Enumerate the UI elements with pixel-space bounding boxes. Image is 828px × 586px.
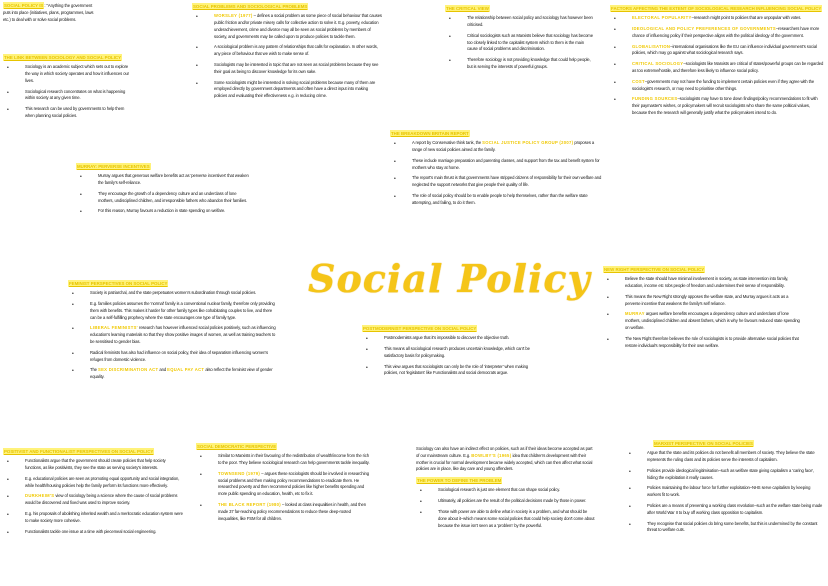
page-title: Social Policy bbox=[308, 256, 591, 301]
item-text: The bbox=[90, 367, 98, 373]
item-text: – defines a social problem as some piece of social behaviour that causes public friction and/or private misery calls for collective action to solve it. E.g. poverty, education underachievement, crime and divorce may all be seen as social problems by members of society, and governments may be called upon to produce policies to tackle them. bbox=[214, 13, 382, 39]
item-text: Sociology can also have an indirect effect on policies, such as if their ideas become accepted as part of our mainstream culture. E.g. bbox=[416, 446, 593, 458]
indirect-paragraph bbox=[416, 446, 596, 473]
list-item: • Postmodernists argue that it's impossible to discover the objective truth. bbox=[362, 335, 542, 342]
indirect-section bbox=[416, 446, 596, 533]
murray-section bbox=[76, 163, 251, 219]
item-text: –governments may not have the funding to implement certain policies even if they agree with the sociologist's research, or may need to prioritise other things. bbox=[632, 78, 815, 91]
list-item bbox=[196, 502, 371, 522]
item-text: – looked at class inequalities in health, and then made 37 far-reaching policy recommendations to reduce these deep-rooted inequalities, like FSM for all children. bbox=[218, 501, 366, 521]
list-item: • This view argues that sociologists can only be the role of 'interpreter' when making policies, not 'legislators' like Functionalists and social democrats argue. bbox=[362, 364, 542, 378]
list-item: • This research can be used by governments to help them when planning social policies. bbox=[3, 106, 133, 120]
key-term: CRITICAL SOCIOLOGY bbox=[632, 61, 684, 67]
item-text: –research might point to policies that are unpopular with votes. bbox=[691, 15, 802, 21]
definition-term: SOCIAL POLICY IS bbox=[4, 3, 44, 8]
list-item: • Society is patriarchal, and the state perpetuates women's subordination through social policies. bbox=[68, 290, 278, 297]
definition-block bbox=[3, 2, 95, 23]
list-item: • For this reason, Murray favours a reduction in state spending on welfare. bbox=[76, 208, 251, 215]
marxist-section bbox=[625, 440, 825, 538]
list-item bbox=[610, 61, 825, 75]
list-item: • The role of social policy should be to enable people to help themselves, rather than the welfare state attempting, and failing, to do it them. bbox=[390, 193, 605, 207]
critical-section bbox=[445, 5, 595, 75]
list-item: • Sociological research is just one element that can shape social policy. bbox=[416, 487, 596, 494]
list-item bbox=[3, 493, 183, 507]
key-term: LIBERAL FEMINISTS' bbox=[90, 325, 138, 331]
section-heading: SOCIAL DEMOCRATIC PERSPECTIVE bbox=[197, 444, 277, 449]
list-item: • Functionalists tackle one issue at a time with piecemeal social engineering. bbox=[3, 529, 183, 536]
list-item: • They recognise that social policies do bring some benefits, but this is undermined by the constant threat to welfare cuts. bbox=[625, 521, 825, 535]
postmodernist-section bbox=[362, 325, 542, 381]
list-item: • Policies are a means of preventing a working class revolution–such as the welfare state being made after World War II to buy off working class opposition to capitalism. bbox=[625, 503, 825, 517]
key-term: BOWLBY'S (1965) bbox=[471, 452, 512, 458]
key-term: GLOBALISATION bbox=[632, 43, 671, 49]
list-item: • The report's main thrust is that governments have stripped citizens of responsibility for their own welfare and neglected the support networks that give people their quality of life. bbox=[390, 175, 605, 189]
item-text: view of sociology being a science where the cause of social problems would be discovered and fixed was used to improve society. bbox=[25, 493, 178, 506]
key-term: FUNDING SOURCES bbox=[632, 96, 678, 102]
item-text: – argues these sociologists should be involved in researching social problems and then making policy recommendations to eradicate them. He researched poverty and then recommend policies like higher benefits spending and more public spending on education, health, etc to fix it. bbox=[218, 470, 369, 497]
section-heading: THE CRITICAL VIEW bbox=[446, 6, 489, 11]
list-item: • E.g. his proposals of abolishing inherited wealth and a meritocratic education system were to make society more cohesive. bbox=[3, 511, 183, 525]
list-item bbox=[192, 44, 382, 58]
item-text: –researchers have more chance of influencing policy if their perspective aligns with the political ideology of the government. bbox=[632, 25, 820, 38]
section-heading: POSTMODERNIST PERSPECTIVE ON SOCIAL POLICY bbox=[363, 326, 477, 331]
newright-section bbox=[603, 266, 803, 353]
problems-section bbox=[192, 3, 382, 104]
item-text: –international organisations like the EU can influence individual government's social policies, which may go against what sociological research says. bbox=[632, 43, 817, 56]
item-text: –sociologists like Marxists are critical of states/powerful groups can be regarded as too extreme/hostile, and therefore less likely to influence social policy. bbox=[632, 61, 824, 73]
key-term: THE BLACK REPORT (1980) bbox=[218, 501, 281, 507]
list-item bbox=[610, 79, 825, 93]
item-text: Some sociologists might be interested in solving social problems because many of them are employed directly by government departments and often have a direct input into making policies and evaluating their effectiveness e.g. in reducing crime. bbox=[214, 79, 376, 99]
key-term: SEX DISCRIMINATION ACT bbox=[97, 367, 159, 373]
list-item: • These include marriage preparation and parenting classes, and support from the tax and benefit system for mothers who stay at home. bbox=[390, 158, 605, 172]
list-item bbox=[610, 96, 825, 116]
list-item: • Believe the state should have minimal involvement in society, as state intervention into family, education, income etc robs people of freedom and undermines their sense of responsibility. bbox=[603, 276, 803, 290]
key-term: ELECTORAL POPULARITY bbox=[632, 15, 692, 21]
item-text: research has however influenced social policies positively, such as influencing education's learning materials so that they show positive images of women, as well as training teachers to be sensitised to gender bias. bbox=[90, 325, 276, 344]
item-text: and bbox=[158, 367, 168, 373]
key-term: COST bbox=[632, 78, 645, 84]
list-item: • The New Right therefore believes the role of sociologists is to provide alternative social policies that restore individual's responsibility for their own welfare. bbox=[603, 336, 803, 350]
list-item bbox=[196, 471, 371, 498]
section-heading: NEW RIGHT PERSPECTIVE ON SOCIAL POLICY bbox=[604, 267, 705, 272]
list-item: • This means the New Right strongly opposes the welfare state, and Murray argues it acts as a perverse incentive that weakens the family's self reliance. bbox=[603, 294, 803, 308]
list-item bbox=[192, 13, 382, 40]
item-text: argues welfare benefits encourages a dependency culture and underclass of lone mothers, undisciplined children and absent fathers, which is why he favours reduced state spending on welfare. bbox=[625, 311, 800, 330]
key-term: IDEOLOGICAL AND POLICY PREFERENCES OF GOVERNMENTS bbox=[632, 25, 776, 31]
key-term: SOCIAL JUSTICE POLICY GROUP (2007) bbox=[482, 140, 574, 146]
item-text: also reflect the feminist view of gender equality. bbox=[90, 367, 273, 380]
list-item: • E.g. educational policies are seen as promoting equal opportunity and social integration, while health/housing policies help the family perform its functions more effectively. bbox=[3, 476, 183, 490]
list-item bbox=[390, 140, 605, 154]
section-heading: THE POWER TO DEFINE THE PROBLEM bbox=[417, 478, 502, 484]
key-term: MURRAY bbox=[625, 311, 645, 317]
section-heading: POSITIVIST AND FUNCTIONALIST PERSPECTIVES ON SOCIAL POLICY bbox=[4, 449, 154, 454]
list-item bbox=[610, 26, 825, 40]
factors-section bbox=[610, 5, 825, 121]
list-item bbox=[68, 367, 278, 381]
list-item bbox=[603, 311, 803, 331]
definition-text: : "Anything the government puts into place (initiatives, plans, programmes, laws etc.) to deal with or solve social problems. bbox=[3, 3, 94, 22]
key-term: DURKHEIM'S bbox=[25, 493, 55, 499]
list-item: • The relationship between social policy and sociology has however been criticised. bbox=[445, 15, 595, 29]
list-item: • Ultimately, all policies are the result of the political decisions made by those in power. bbox=[416, 498, 596, 505]
list-item: • Argue that the state and its policies do not benefit all members of society. They believe the state represents the ruling class and its policies serve the interests of capitalism. bbox=[625, 450, 825, 464]
item-text: idea that children's development with their mother is crucial for normal development became widely accepted, which can then affect what social policies are in place, like day care and young offenders. bbox=[416, 452, 593, 472]
list-item: • Similar to Marxists in their favouring of the redistribution of wealth/income from the rich to the poor. They believe sociological research can help governments tackle inequality. bbox=[196, 453, 371, 467]
section-heading: THE BREAKDOWN BRITAIN REPORT bbox=[391, 131, 469, 136]
item-text: proposes a range of new social policies aimed at the family. bbox=[412, 140, 595, 152]
list-item bbox=[68, 325, 278, 345]
list-item bbox=[192, 62, 382, 76]
item-text: Sociologists may be interested in topic that are not seen as social problems because they see their goal as being to discover knowledge for its own sake. bbox=[214, 61, 379, 74]
section-heading: MARXIST PERSPECTIVE ON SOCIAL POLICIES bbox=[654, 441, 753, 446]
socialdemocratic-section bbox=[196, 443, 371, 526]
section-heading: THE LINK BETWEEN SOCIOLOGY AND SOCIAL POLICY bbox=[4, 55, 122, 60]
key-term: TOWNSEND (1979) bbox=[218, 470, 261, 476]
list-item: • Functionalists argue that the government should create policies that help society functions, as like positivists, they see the state as serving society's interests. bbox=[3, 458, 183, 472]
list-item: • Policies maintaining the labour force for further exploitation–NHS serve capitalism by keeping workers fit to work. bbox=[625, 485, 825, 499]
feminist-section bbox=[68, 280, 278, 385]
section-heading: FEMINIST PERSPECTIVES ON SOCIAL POLICY bbox=[69, 281, 168, 286]
section-heading: SOCIAL PROBLEMS AND SOCIOLOGICAL PROBLEMS bbox=[193, 4, 308, 9]
breakdown-section bbox=[390, 130, 605, 211]
item-text: A sociological problem is any pattern of relationships that calls for explanation. In other words, any piece of behaviour that we wish to make sense of. bbox=[214, 44, 378, 57]
list-item: • E.g. families policies assumes the 'normal' family is a conventional nuclear family, therefore only providing them with benefits. This makes it harder for other family types like cohabitating couples to live, and there can be a self-fulfilling prophecy where the state encourages one type of family type. bbox=[68, 301, 278, 321]
list-item: • This means all sociological research produces uncertain knowledge, which can't be satisfactory basis for policymaking. bbox=[362, 346, 542, 360]
list-item: • They encourage the growth of a dependency culture and an underclass of lone mothers, undisciplined children, and irresponsible fathers who abandon their families. bbox=[76, 191, 251, 205]
list-item bbox=[192, 80, 382, 100]
list-item: • Sociological research concentrates on what is happening within society at any given time. bbox=[3, 89, 133, 103]
list-item: • Radical feminists has also had influence on social policy, their idea of separatism influencing women's refuges from domestic violence. bbox=[68, 350, 278, 364]
list-item: • Murray argues that generous welfare benefits act as 'perverse incentives' that weaken the family's self-reliance. bbox=[76, 173, 251, 187]
item-text: A report by Conservative think tank, the bbox=[412, 140, 483, 146]
key-term: WORSLEY (1977) bbox=[214, 13, 253, 19]
list-item bbox=[610, 15, 825, 22]
list-item: • Therefore sociology is not providing knowledge that could help people, but is serving the interests of powerful groups. bbox=[445, 57, 595, 71]
link-section bbox=[3, 54, 133, 124]
section-heading: FACTORS AFFECTING THE EXTENT OF SOCIOLOGICAL RESEARCH INFLUENCING SOCIAL POLICY bbox=[611, 6, 822, 11]
list-item: • Critical sociologists such as Marxists believe that sociology has become too closely linked to the capitalist system which to them is the main cause of social problems and discrimination. bbox=[445, 33, 595, 53]
list-item: • Sociology is an academic subject which sets out to explore the way in which society operates and how it influences our lives. bbox=[3, 64, 133, 84]
functionalist-section bbox=[3, 448, 183, 539]
item-text: –sociologists may have to tone down findings/policy recommendations to fit with their paymaster's wishes, or policymakers will recruit sociologists who share the same political values, because then the research will generally justify what the policymakers intend to do. bbox=[632, 96, 818, 115]
list-item: • Policies provide ideological legitimisation–such as welfare state giving capitalism a 'caring face', hiding the exploitation it really causes. bbox=[625, 468, 825, 482]
key-term: EQUAL PAY ACT bbox=[167, 367, 205, 373]
list-item bbox=[610, 44, 825, 58]
list-item: • Those with power are able to define what in society is a problem, and what should be done about it–which means some social policies that could help society don't come about because the issue isn't seen as a 'problem' by the powerful. bbox=[416, 509, 596, 529]
section-heading: MURRAY: PERVERSE INCENTIVES bbox=[77, 164, 150, 169]
